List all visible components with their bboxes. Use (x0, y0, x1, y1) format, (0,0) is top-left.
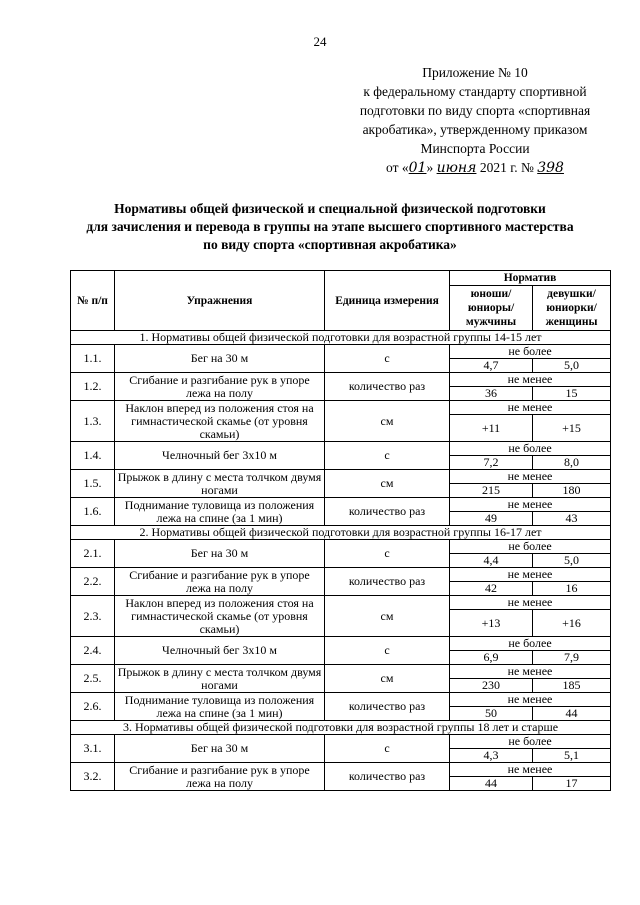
row-value-boys: 36 (450, 387, 533, 401)
row-value-boys: +13 (450, 610, 533, 637)
row-value-boys: 44 (450, 777, 533, 791)
row-exercise: Поднимание туловища из положения лежа на спине (за 1 мин) (115, 498, 325, 526)
appendix-line: Минспорта России (420, 141, 530, 156)
row-value-girls: 180 (533, 484, 611, 498)
date-mid: » (426, 160, 437, 175)
handwritten-month: июня (436, 160, 477, 176)
row-unit: с (325, 442, 450, 470)
norms-table (70, 270, 611, 791)
header-unit: Единица измерения (325, 271, 450, 331)
row-condition: не более (450, 345, 611, 359)
row-value-girls: 7,9 (533, 651, 611, 665)
appendix-line: подготовки по виду спорта «спортивная (359, 103, 591, 118)
row-num: 1.1. (71, 345, 115, 373)
row-value-boys: 42 (450, 582, 533, 596)
row-value-boys: 7,2 (450, 456, 533, 470)
row-unit: количество раз (325, 498, 450, 526)
row-num: 3.2. (71, 763, 115, 791)
date-prefix: от « (386, 160, 409, 175)
row-num: 3.1. (71, 735, 115, 763)
row-exercise: Сгибание и разгибание рук в упоре лежа на полу (115, 763, 325, 791)
appendix-date-line (340, 158, 610, 178)
row-num: 1.5. (71, 470, 115, 498)
row-value-boys: 49 (450, 512, 533, 526)
row-exercise: Сгибание и разгибание рук в упоре лежа на полу (115, 373, 325, 401)
row-num: 1.4. (71, 442, 115, 470)
row-unit: см (325, 596, 450, 637)
header-norm: Норматив (450, 271, 611, 286)
section-title: 3. Нормативы общей физической подготовки для возрастной группы 18 лет и старше (71, 721, 611, 735)
row-num: 2.3. (71, 596, 115, 637)
row-exercise: Прыжок в длину с места толчком двумя ногами (115, 665, 325, 693)
row-num: 1.3. (71, 401, 115, 442)
table-row (71, 540, 611, 554)
row-unit: см (325, 470, 450, 498)
table-row (71, 763, 611, 777)
row-exercise: Челночный бег 3х10 м (115, 442, 325, 470)
row-condition: не менее (450, 665, 611, 679)
row-value-girls: 5,1 (533, 749, 611, 763)
appendix-header (340, 63, 610, 178)
row-num: 1.2. (71, 373, 115, 401)
row-value-girls: 8,0 (533, 456, 611, 470)
row-condition: не более (450, 540, 611, 554)
row-value-girls: 5,0 (533, 554, 611, 568)
handwritten-day: 01 (408, 160, 427, 176)
table-row (71, 373, 611, 387)
row-unit: с (325, 540, 450, 568)
row-num: 2.5. (71, 665, 115, 693)
table-row (71, 401, 611, 415)
row-exercise: Бег на 30 м (115, 540, 325, 568)
row-value-boys: 4,7 (450, 359, 533, 373)
header-exercise: Упражнения (115, 271, 325, 331)
row-condition: не более (450, 442, 611, 456)
row-value-boys: +11 (450, 415, 533, 442)
row-condition: не менее (450, 470, 611, 484)
row-value-girls: 43 (533, 512, 611, 526)
row-condition: не менее (450, 401, 611, 415)
title-line: по виду спорта «спортивная акробатика» (203, 237, 457, 252)
row-exercise: Прыжок в длину с места толчком двумя ногами (115, 470, 325, 498)
row-exercise: Бег на 30 м (115, 735, 325, 763)
row-value-boys: 230 (450, 679, 533, 693)
row-value-girls: +15 (533, 415, 611, 442)
table-row (71, 665, 611, 679)
row-condition: не менее (450, 498, 611, 512)
row-num: 2.2. (71, 568, 115, 596)
row-unit: см (325, 665, 450, 693)
row-unit: количество раз (325, 568, 450, 596)
row-value-girls: 5,0 (533, 359, 611, 373)
row-unit: с (325, 345, 450, 373)
row-condition: не менее (450, 373, 611, 387)
row-condition: не более (450, 637, 611, 651)
page-number: 24 (313, 34, 327, 49)
table-row (71, 470, 611, 484)
row-value-boys: 4,3 (450, 749, 533, 763)
section-title: 1. Нормативы общей физической подготовки для возрастной группы 14-15 лет (71, 331, 611, 345)
row-condition: не менее (450, 568, 611, 582)
table-row (71, 568, 611, 582)
row-value-girls: 17 (533, 777, 611, 791)
row-condition: не менее (450, 763, 611, 777)
header-num: № п/п (71, 271, 115, 331)
header-girls: девушки/ юниорки/ женщины (533, 286, 611, 331)
row-num: 1.6. (71, 498, 115, 526)
title-line: Нормативы общей физической и специальной физической подготовки (114, 201, 546, 216)
row-unit: количество раз (325, 373, 450, 401)
row-num: 2.1. (71, 540, 115, 568)
table-row (71, 693, 611, 707)
row-unit: с (325, 735, 450, 763)
row-exercise: Наклон вперед из положения стоя на гимнастической скамье (от уровня скамьи) (115, 401, 325, 442)
appendix-line: к федеральному стандарту спортивной (363, 84, 587, 99)
header-boys: юноши/ юниоры/ мужчины (450, 286, 533, 331)
row-exercise: Сгибание и разгибание рук в упоре лежа на полу (115, 568, 325, 596)
row-num: 2.6. (71, 693, 115, 721)
row-unit: см (325, 401, 450, 442)
row-value-girls: 185 (533, 679, 611, 693)
table-row (71, 345, 611, 359)
row-value-boys: 6,9 (450, 651, 533, 665)
row-value-girls: +16 (533, 610, 611, 637)
row-unit: количество раз (325, 763, 450, 791)
row-exercise: Поднимание туловища из положения лежа на спине (за 1 мин) (115, 693, 325, 721)
appendix-line: акробатика», утвержденному приказом (362, 122, 588, 137)
row-condition: не менее (450, 596, 611, 610)
date-year: 2021 г. № (476, 160, 538, 175)
row-value-boys: 215 (450, 484, 533, 498)
row-exercise: Наклон вперед из положения стоя на гимнастической скамье (от уровня скамьи) (115, 596, 325, 637)
row-unit: с (325, 637, 450, 665)
document-title (40, 200, 620, 254)
handwritten-number: 398 (537, 160, 564, 176)
row-condition: не более (450, 735, 611, 749)
table-row (71, 596, 611, 610)
table-row (71, 637, 611, 651)
row-exercise: Челночный бег 3х10 м (115, 637, 325, 665)
table-row (71, 498, 611, 512)
table-row (71, 735, 611, 749)
row-value-boys: 4,4 (450, 554, 533, 568)
row-value-girls: 44 (533, 707, 611, 721)
row-value-girls: 16 (533, 582, 611, 596)
row-value-boys: 50 (450, 707, 533, 721)
appendix-line: Приложение № 10 (422, 65, 528, 80)
row-condition: не менее (450, 693, 611, 707)
row-num: 2.4. (71, 637, 115, 665)
row-exercise: Бег на 30 м (115, 345, 325, 373)
section-title: 2. Нормативы общей физической подготовки для возрастной группы 16-17 лет (71, 526, 611, 540)
norms-body (71, 331, 611, 791)
title-line: для зачисления и перевода в группы на этапе высшего спортивного мастерства (86, 219, 574, 234)
table-row (71, 442, 611, 456)
row-unit: количество раз (325, 693, 450, 721)
row-value-girls: 15 (533, 387, 611, 401)
